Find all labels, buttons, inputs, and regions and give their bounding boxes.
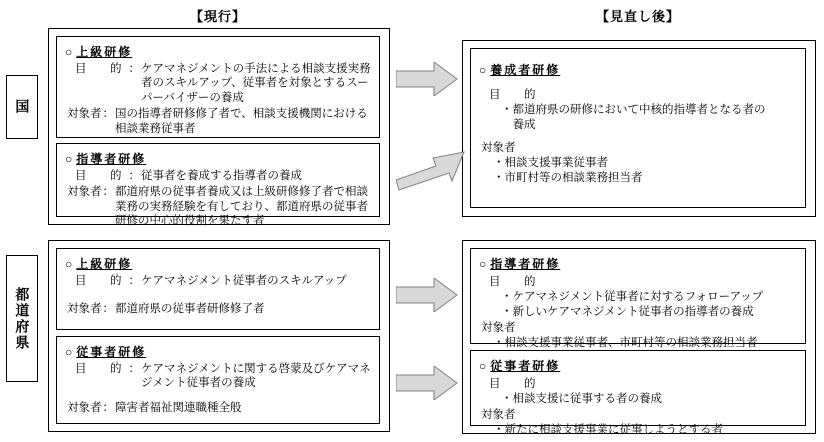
- purpose-item: ・新しいケアマネジメント従事者の指導者の養成: [501, 305, 754, 318]
- target-label: 対象者: [67, 186, 102, 199]
- target-colon: ：: [102, 401, 114, 414]
- target-value: 国の指導者研修修了者で、相談支援機関における相談業務従事者: [115, 108, 368, 135]
- target-block: [479, 408, 799, 438]
- purpose-block: [479, 377, 799, 407]
- box-title-text: 上級研修: [76, 45, 133, 59]
- circle-bullet-icon: ○: [479, 359, 487, 373]
- target-label: 対象者: [481, 141, 516, 154]
- box-title: [479, 61, 799, 78]
- purpose-label: 目 的: [75, 363, 128, 375]
- arrow-icon-current-to-revised-3: [396, 278, 458, 312]
- target-colon: ：: [102, 108, 114, 121]
- side-label-todofuken: 都道府県: [6, 255, 38, 382]
- box-revised-trainer-training: [470, 48, 806, 208]
- circle-bullet-icon: ○: [65, 152, 73, 166]
- target-label: 対象者: [67, 401, 102, 414]
- purpose-row: [65, 62, 373, 105]
- purpose-label: 目 的: [489, 276, 542, 288]
- target-value: 都道府県の従事者研修修了者: [115, 303, 265, 316]
- target-colon: ：: [102, 303, 114, 316]
- box-current-worker-training: [56, 336, 380, 424]
- purpose-value: ケアマネジメントに関する啓蒙及びケアマネジメント従事者の養成: [141, 363, 371, 390]
- box-title: [65, 43, 373, 60]
- arrow-icon-current-to-revised-4: [396, 366, 458, 400]
- purpose-row: [65, 274, 373, 288]
- box-title-text: 指導者研修: [76, 152, 147, 166]
- purpose-label: 目 的: [489, 89, 542, 101]
- box-title: [65, 150, 373, 167]
- target-row: [65, 401, 373, 415]
- target-item: ・相談支援事業従事者: [493, 156, 608, 169]
- purpose-value: ケアマネジメントの手法による相談支援実務者のスキルアップ、従事者を対象とするスーパーバイザーの養成: [141, 63, 371, 104]
- target-label: 対象者: [67, 108, 102, 121]
- box-title: [65, 255, 373, 272]
- target-value: 障害者福祉関連職種全般: [115, 401, 242, 414]
- purpose-label: 目 的: [75, 275, 128, 287]
- purpose-value: ケアマネジメント従事者のスキルアップ: [141, 275, 347, 287]
- purpose-item: ・ケアマネジメント従事者に対するフォローアップ: [501, 290, 764, 303]
- target-label: 対象者: [481, 408, 516, 421]
- purpose-row: [65, 169, 373, 183]
- box-title-text: 従事者研修: [76, 345, 147, 359]
- box-title: [65, 343, 373, 360]
- box-current-leader-training: [56, 143, 380, 228]
- purpose-label: 目 的: [489, 378, 542, 390]
- purpose-item: 養成: [501, 118, 536, 131]
- side-label-kuni: 国: [6, 75, 38, 139]
- circle-bullet-icon: ○: [65, 345, 73, 359]
- purpose-row: [65, 362, 373, 391]
- target-item: ・相談支援事業従事者、市町村等の相談業務担当者: [493, 336, 758, 349]
- target-row: [65, 302, 373, 316]
- purpose-label: 目 的: [75, 63, 128, 75]
- arrow-icon-current-to-revised-1: [396, 62, 458, 96]
- box-current-advanced-training-pref: [56, 248, 380, 330]
- box-title-text: 上級研修: [76, 257, 133, 271]
- box-revised-leader-training: [470, 248, 806, 349]
- target-block: [479, 321, 799, 351]
- purpose-value: 従事者を養成する指導者の養成: [141, 170, 302, 182]
- purpose-colon: ：: [128, 63, 140, 75]
- target-item: ・市町村等の相談業務担当者: [493, 171, 643, 184]
- box-title: [479, 255, 799, 272]
- purpose-colon: ：: [128, 170, 140, 182]
- header-revised: 【見直し後】: [596, 9, 681, 24]
- purpose-item: ・相談支援に従事する者の養成: [501, 392, 662, 405]
- box-title-text: 従事者研修: [490, 359, 561, 373]
- target-block: [479, 141, 799, 186]
- box-title-text: 指導者研修: [490, 257, 561, 271]
- target-item: ・新たに相談支援事業に従事しようとする者: [493, 423, 723, 436]
- target-colon: ：: [102, 186, 114, 199]
- target-label: 対象者: [67, 303, 102, 316]
- target-row: [65, 107, 373, 136]
- purpose-item: ・都道府県の研修において中核的指導者となる者の: [501, 103, 766, 116]
- circle-bullet-icon: ○: [65, 45, 73, 59]
- target-row: [65, 185, 373, 228]
- circle-bullet-icon: ○: [479, 257, 487, 271]
- purpose-block: [479, 275, 799, 320]
- purpose-label: 目 的: [75, 170, 128, 182]
- target-value: 都道府県の従事者養成又は上級研修修了者で相談業務の実務経験を有しており、都道府県の従事者研修の中心的役割を果たす者: [115, 186, 368, 228]
- purpose-colon: ：: [128, 275, 140, 287]
- box-title-text: 養成者研修: [490, 63, 561, 77]
- circle-bullet-icon: ○: [65, 257, 73, 271]
- circle-bullet-icon: ○: [479, 63, 487, 77]
- purpose-colon: ：: [128, 363, 140, 375]
- header-current: 【現行】: [190, 9, 247, 24]
- box-current-advanced-training: [56, 36, 380, 138]
- box-revised-worker-training: [470, 350, 806, 436]
- purpose-block: [479, 88, 799, 133]
- arrow-icon-current-to-revised-2: [396, 150, 466, 200]
- box-title: [479, 357, 799, 374]
- target-label: 対象者: [481, 321, 516, 334]
